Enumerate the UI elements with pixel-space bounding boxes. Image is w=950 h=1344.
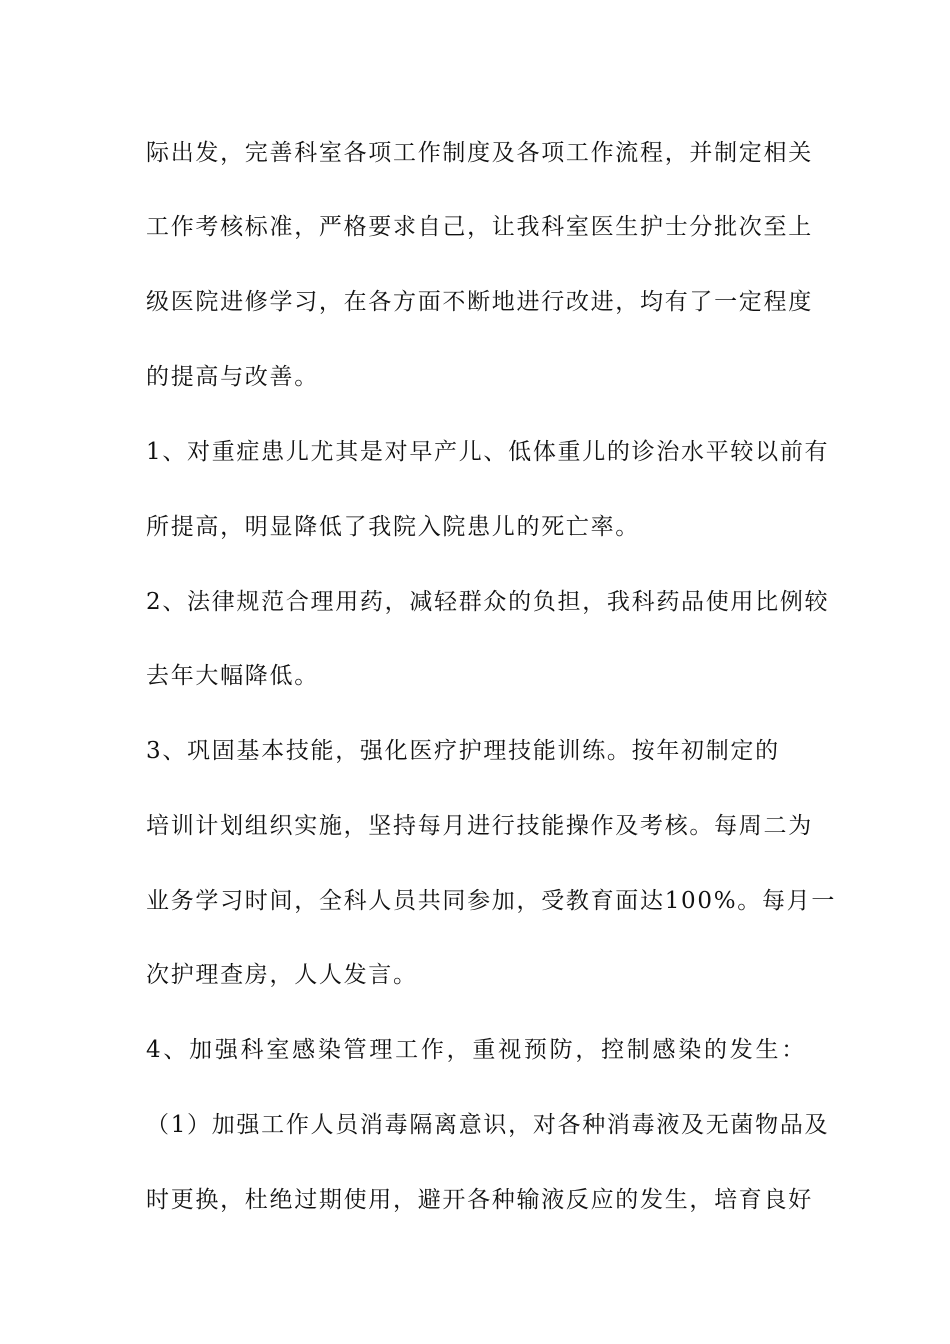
item-1-line-2: 所提高，明显降低了我院入院患儿的死亡率。 [146,514,640,540]
item-2-line-1: 2、法律规范合理用药，减轻群众的负担，我科药品使用比例较 [146,589,830,615]
item-4-line-1: 4、加强科室感染管理工作，重视预防，控制感染的发生： [146,1037,806,1063]
item-3-line-1: 3、巩固基本技能，强化医疗护理技能训练。按年初制定的 [146,738,780,764]
item-1-line-1: 1、对重症患儿尤其是对早产儿、低体重儿的诊治水平较以前有 [146,439,830,465]
paragraph-line-1: 际出发，完善科室各项工作制度及各项工作流程，并制定相关 [146,140,813,166]
item-3-line-2: 培训计划组织实施，坚持每月进行技能操作及考核。每周二为 [146,813,813,839]
paragraph-line-4: 的提高与改善。 [146,364,319,390]
item-4-sub-1-line-1: （1）加强工作人员消毒隔离意识，对各种消毒液及无菌物品及 [146,1112,830,1138]
paragraph-line-3: 级医院进修学习，在各方面不断地进行改进，均有了一定程度 [146,289,813,315]
item-2-line-2: 去年大幅降低。 [146,663,319,689]
item-3-line-3: 业务学习时间，全科人员共同参加，受教育面达100%。每月一 [146,888,837,914]
item-3-line-4: 次护理查房，人人发言。 [146,962,418,988]
item-4-sub-1-line-2: 时更换，杜绝过期使用，避开各种输液反应的发生，培育良好 [146,1187,813,1213]
paragraph-line-2: 工作考核标准，严格要求自己，让我科室医生护士分批次至上 [146,214,813,240]
